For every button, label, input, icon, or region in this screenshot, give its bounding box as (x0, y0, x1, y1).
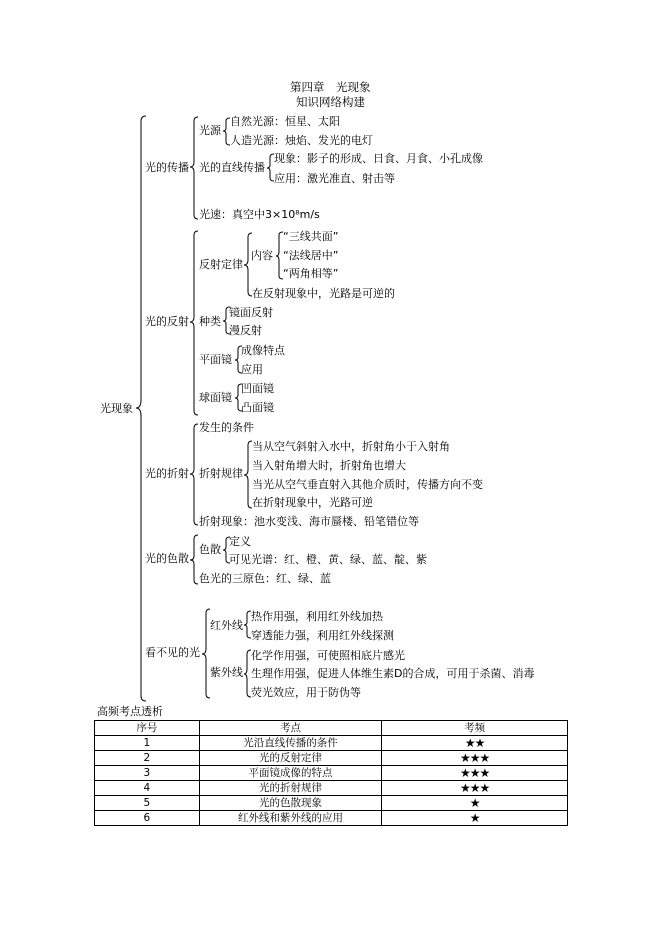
leaf-ultraviolet-3: 荧光效应，用于防伪等 (251, 686, 361, 699)
table-row (95, 766, 568, 781)
node-dispersion: 光的色散 (145, 552, 189, 565)
row-topic: 光沿直线传播的条件 (199, 736, 382, 751)
leaf-plane-mirror-application: 应用 (241, 363, 263, 376)
row-topic: 光的折射规律 (199, 781, 382, 796)
leaf-infrared-1: 热作用强，利用红外线加热 (251, 610, 383, 623)
header-frequency: 考频 (382, 721, 568, 736)
node-light-source: 光源 (199, 124, 221, 137)
row-topic: 红外线和紫外线的应用 (199, 811, 382, 826)
node-dispersion-label: 色散 (199, 543, 221, 556)
node-reflection: 光的反射 (145, 315, 189, 328)
row-stars: ★★★ (382, 781, 568, 796)
leaf-refraction-law-1: 当从空气斜射入水中，折射角小于入射角 (252, 440, 450, 453)
section-subtitle: 知识网络构建 (296, 95, 365, 109)
row-stars: ★★★ (382, 766, 568, 781)
node-reflection-law: 反射定律 (199, 258, 243, 271)
row-topic: 光的反射定律 (199, 751, 382, 766)
frequency-title: 高频考点透析 (97, 705, 163, 718)
node-straight-propagation: 光的直线传播 (199, 161, 265, 174)
leaf-three-primaries: 色光的三原色：红、绿、蓝 (199, 572, 331, 585)
leaf-artificial-source: 人造光源：烛焰、发光的电灯 (230, 134, 373, 147)
leaf-refraction-phenomena: 折射现象：池水变浅、海市蜃楼、铅笔错位等 (199, 515, 419, 528)
node-infrared: 红外线 (210, 619, 243, 632)
row-number: 6 (95, 811, 200, 826)
chapter-title: 第四章 光现象 (290, 80, 371, 94)
node-plane-mirror: 平面镜 (199, 353, 232, 366)
leaf-law-content-1: “三线共面” (283, 230, 339, 243)
node-refraction: 光的折射 (145, 467, 189, 480)
node-spherical-mirror: 球面镜 (199, 391, 232, 404)
frequency-table (94, 720, 568, 826)
row-stars: ★ (382, 796, 568, 811)
leaf-dispersion-definition: 定义 (229, 535, 251, 548)
node-invisible-light: 看不见的光 (145, 646, 200, 659)
row-stars: ★★★ (382, 751, 568, 766)
table-header-row (95, 721, 568, 736)
leaf-law-content-3: “两角相等” (283, 267, 339, 280)
table-row (95, 781, 568, 796)
root-node: 光现象 (100, 402, 133, 415)
table-row (95, 736, 568, 751)
table-row (95, 796, 568, 811)
row-stars: ★ (382, 811, 568, 826)
leaf-reflection-reversible: 在反射现象中，光路是可逆的 (252, 287, 395, 300)
table-row (95, 751, 568, 766)
node-law-content: 内容 (251, 249, 273, 262)
header-number: 序号 (95, 721, 200, 736)
table-row (95, 811, 568, 826)
leaf-diffuse-reflection: 漫反射 (229, 324, 262, 337)
header-topic: 考点 (199, 721, 382, 736)
leaf-ultraviolet-1: 化学作用强，可使照相底片感光 (251, 649, 405, 662)
node-ultraviolet: 紫外线 (210, 666, 243, 679)
leaf-specular-reflection: 镜面反射 (229, 306, 273, 319)
leaf-ultraviolet-2: 生理作用强，促进人体维生素D的合成，可用于杀菌、消毒 (251, 667, 535, 680)
row-number: 4 (95, 781, 200, 796)
leaf-refraction-condition: 发生的条件 (199, 421, 254, 434)
leaf-refraction-law-2: 当入射角增大时，折射角也增大 (252, 459, 406, 472)
leaf-visible-spectrum: 可见光谱：红、橙、黄、绿、蓝、靛、紫 (229, 553, 427, 566)
leaf-straight-phenomena: 现象：影子的形成、日食、月食、小孔成像 (274, 152, 483, 165)
leaf-convex-mirror: 凸面镜 (241, 401, 274, 414)
row-topic: 光的色散现象 (199, 796, 382, 811)
leaf-refraction-law-4: 在折射现象中，光路可逆 (252, 496, 373, 509)
row-number: 3 (95, 766, 200, 781)
leaf-natural-source: 自然光源：恒星、太阳 (230, 115, 340, 128)
leaf-refraction-law-3: 当光从空气垂直射入其他介质时，传播方向不变 (252, 478, 483, 491)
leaf-light-speed: 光速：真空中3×10⁸m/s (199, 208, 320, 221)
row-number: 5 (95, 796, 200, 811)
row-number: 2 (95, 751, 200, 766)
node-reflection-types: 种类 (199, 315, 221, 328)
node-refraction-law: 折射规律 (199, 467, 243, 480)
row-number: 1 (95, 736, 200, 751)
leaf-concave-mirror: 凹面镜 (241, 382, 274, 395)
leaf-law-content-2: “法线居中” (283, 249, 339, 262)
leaf-plane-mirror-imaging: 成像特点 (241, 344, 285, 357)
leaf-infrared-2: 穿透能力强，利用红外线探测 (251, 629, 394, 642)
node-propagation: 光的传播 (145, 161, 189, 174)
row-topic: 平面镜成像的特点 (199, 766, 382, 781)
leaf-straight-application: 应用：激光准直、射击等 (274, 172, 395, 185)
row-stars: ★★ (382, 736, 568, 751)
